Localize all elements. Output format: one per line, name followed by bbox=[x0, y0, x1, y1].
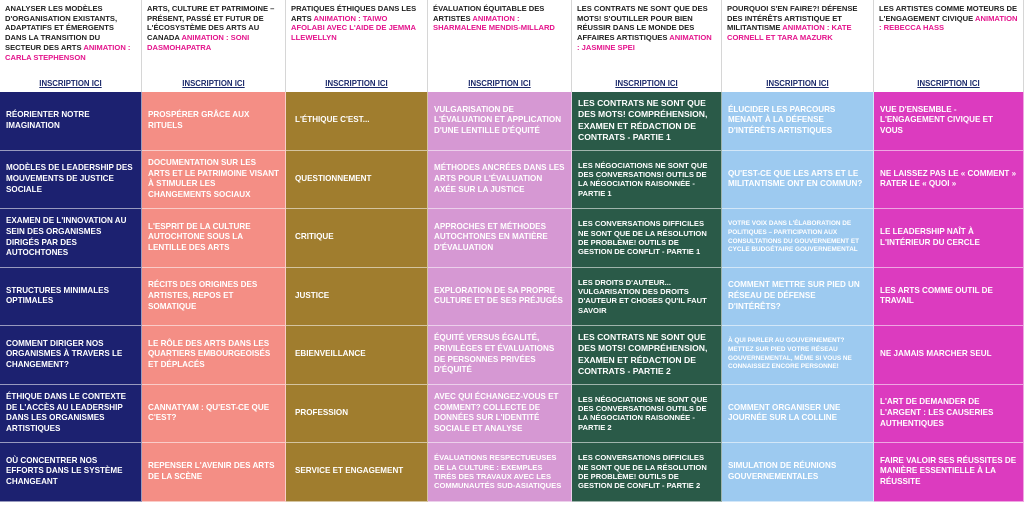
session-title: LES NÉGOCIATIONS NE SONT QUE DES CONVERSATIONS! OUTILS DE LA NÉGOCIATION RAISONNÉE - PARTIE 2 bbox=[578, 394, 708, 432]
session-cell[interactable] bbox=[874, 268, 1024, 327]
register-link-1[interactable]: INSCRIPTION ICI bbox=[0, 76, 142, 92]
session-title: LES NÉGOCIATIONS NE SONT QUE DES CONVERSATIONS! OUTILS DE LA NÉGOCIATION RAISONNÉE - PARTIE 1 bbox=[578, 160, 708, 198]
session-cell[interactable] bbox=[286, 326, 428, 385]
session-title: RÉORIENTER NOTRE IMAGINATION bbox=[6, 110, 90, 130]
session-cell[interactable] bbox=[874, 209, 1024, 268]
session-title: L'ÉTHIQUE C'EST... bbox=[295, 115, 370, 125]
session-title: COMMENT METTRE SUR PIED UN RÉSEAU DE DÉFENSE D'INTÉRÊTS? bbox=[728, 280, 860, 311]
session-cell[interactable] bbox=[722, 385, 874, 444]
column-title: ÉVALUATION ÉQUITABLE DES ARTISTES bbox=[433, 4, 545, 23]
session-cell[interactable] bbox=[428, 268, 572, 327]
session-title: VUE D'ENSEMBLE - L'ENGAGEMENT CIVIQUE ET VOUS bbox=[880, 104, 993, 136]
session-title: LES CONTRATS NE SONT QUE DES MOTS! COMPRÉHENSION, EXAMEN ET RÉDACTION DE CONTRATS - PARTIE 1 bbox=[578, 98, 708, 143]
session-title: VULGARISATION DE L'ÉVALUATION ET APPLICATION D'UNE LENTILLE D'ÉQUITÉ bbox=[434, 104, 562, 136]
column-title: ARTS, CULTURE ET PATRIMOINE – PRÉSENT, PASSÉ ET FUTUR DE L'ÉCOSYSTÈME DES ARTS AU CANADA bbox=[147, 4, 275, 43]
session-cell[interactable] bbox=[874, 385, 1024, 444]
session-title: NE LAISSEZ PAS LE « COMMENT » RATER LE « QUOI » bbox=[880, 168, 1017, 189]
session-cell[interactable] bbox=[0, 92, 142, 151]
session-title: SIMULATION DE RÉUNIONS GOUVERNEMENTALES bbox=[728, 461, 837, 481]
session-title: RÉCITS DES ORIGINES DES ARTISTES, REPOS ET SOMATIQUE bbox=[148, 280, 258, 311]
session-cell[interactable] bbox=[722, 268, 874, 327]
session-cell[interactable] bbox=[572, 385, 722, 444]
session-cell[interactable] bbox=[722, 151, 874, 210]
session-cell[interactable] bbox=[286, 443, 428, 502]
session-title: QU'EST-CE QUE LES ARTS ET LE MILITANTISME ONT EN COMMUN? bbox=[728, 168, 863, 189]
session-cell[interactable] bbox=[0, 209, 142, 268]
session-title: LE RÔLE DES ARTS DANS LES QUARTIERS EMBOURGEOISÉS ET DÉPLACÉS bbox=[148, 338, 271, 370]
session-cell[interactable] bbox=[0, 326, 142, 385]
session-cell[interactable] bbox=[722, 92, 874, 151]
session-title: QUESTIONNEMENT bbox=[295, 173, 372, 183]
session-title: L'ART DE DEMANDER DE L'ARGENT : LES CAUSERIES AUTHENTIQUES bbox=[880, 397, 994, 428]
session-title: PROFESSION bbox=[295, 407, 349, 417]
session-cell[interactable] bbox=[142, 385, 286, 444]
session-title: L'ESPRIT DE LA CULTURE AUTOCHTONE SOUS LA LENTILLE DES ARTS bbox=[148, 221, 251, 253]
session-cell[interactable] bbox=[0, 268, 142, 327]
session-title: EBIENVEILLANCE bbox=[295, 349, 366, 359]
column-animation: ANIMATION : JASMINE SPEI bbox=[577, 33, 712, 52]
session-title: LES ARTS COMME OUTIL DE TRAVAIL bbox=[880, 285, 993, 306]
session-cell[interactable] bbox=[286, 92, 428, 151]
session-title: EXPLORATION DE SA PROPRE CULTURE ET DE SES PRÉJUGÉS bbox=[434, 285, 563, 306]
session-cell[interactable] bbox=[572, 151, 722, 210]
session-title: STRUCTURES MINIMALES OPTIMALES bbox=[6, 285, 109, 306]
session-title: CANNATYAM : QU'EST-CE QUE C'EST? bbox=[148, 402, 270, 423]
session-cell[interactable] bbox=[874, 92, 1024, 151]
session-title: PROSPÉRER GRÂCE AUX RITUELS bbox=[148, 110, 250, 130]
session-cell[interactable] bbox=[286, 268, 428, 327]
session-cell[interactable] bbox=[874, 443, 1024, 502]
session-cell[interactable] bbox=[722, 443, 874, 502]
column-title: LES CONTRATS NE SONT QUE DES MOTS! S'OUTILLER POUR BIEN RÉUSSIR DANS LE MONDE DES AFFAIRES ARTISTIQUES bbox=[577, 4, 708, 43]
session-cell[interactable] bbox=[428, 151, 572, 210]
session-cell[interactable] bbox=[142, 209, 286, 268]
session-cell[interactable] bbox=[428, 92, 572, 151]
column-header-1 bbox=[0, 0, 142, 76]
session-cell[interactable] bbox=[572, 92, 722, 151]
session-title: À QUI PARLER AU GOUVERNEMENT? METTEZ SUR PIED VOTRE RÉSEAU GOUVERNEMENTAL, MÊME SI VOUS NE CONNAISSEZ ENCORE PERSONNE! bbox=[728, 337, 852, 371]
session-cell[interactable] bbox=[572, 326, 722, 385]
column-header-3 bbox=[286, 0, 428, 76]
session-cell[interactable] bbox=[142, 443, 286, 502]
session-title: COMMENT DIRIGER NOS ORGANISMES À TRAVERS LE CHANGEMENT? bbox=[6, 338, 123, 370]
session-title: NE JAMAIS MARCHER SEUL bbox=[880, 349, 992, 359]
session-title: FAIRE VALOIR SES RÉUSSITES DE MANIÈRE ESSENTIELLE À LA RÉUSSITE bbox=[880, 455, 1017, 487]
session-cell[interactable] bbox=[142, 151, 286, 210]
session-title: REPENSER L'AVENIR DES ARTS DE LA SCÈNE bbox=[148, 461, 275, 481]
session-cell[interactable] bbox=[0, 443, 142, 502]
session-cell[interactable] bbox=[142, 268, 286, 327]
session-cell[interactable] bbox=[428, 443, 572, 502]
session-cell[interactable] bbox=[142, 92, 286, 151]
session-title: LES DROITS D'AUTEUR... VULGARISATION DES DROITS D'AUTEUR ET CHOSES QU'IL FAUT SAVOIR bbox=[578, 277, 707, 315]
session-cell[interactable] bbox=[722, 326, 874, 385]
session-cell[interactable] bbox=[572, 209, 722, 268]
column-header-7 bbox=[874, 0, 1024, 76]
session-cell[interactable] bbox=[286, 385, 428, 444]
session-title: LES CONVERSATIONS DIFFICILES NE SONT QUE DE LA RÉSOLUTION DE PROBLÈME! OUTILS DE GESTION DE CONFLIT - PARTIE 1 bbox=[578, 219, 707, 256]
column-animation: ANIMATION : SONI DASMOHAPATRA bbox=[147, 33, 250, 52]
column-animation: ANIMATION : KATE CORNELL ET TARA MAZURK bbox=[727, 23, 852, 43]
session-cell[interactable] bbox=[142, 326, 286, 385]
session-title: MÉTHODES ANCRÉES DANS LES ARTS POUR L'ÉVALUATION AXÉE SUR LA JUSTICE bbox=[434, 163, 565, 194]
session-cell[interactable] bbox=[428, 385, 572, 444]
session-cell[interactable] bbox=[572, 443, 722, 502]
session-title: LES CONVERSATIONS DIFFICILES NE SONT QUE DE LA RÉSOLUTION DE PROBLÈME! OUTILS DE GESTION DE CONFLIT - PARTIE 2 bbox=[578, 453, 707, 490]
register-link-5[interactable]: INSCRIPTION ICI bbox=[572, 76, 722, 92]
column-animation: ANIMATION : TAIWO AFOLABI AVEC L'AIDE DE JEMMA LLEWELLYN bbox=[291, 13, 416, 43]
session-cell[interactable] bbox=[572, 268, 722, 327]
column-header-5 bbox=[572, 0, 722, 76]
session-title: ÉTHIQUE DANS LE CONTEXTE DE L'ACCÈS AU LEADERSHIP DANS LES ORGANISMES ARTISTIQUES bbox=[6, 391, 127, 433]
column-header-2 bbox=[142, 0, 286, 76]
session-title: APPROCHES ET MÉTHODES AUTOCHTONES EN MATIÈRE D'ÉVALUATION bbox=[434, 221, 548, 253]
session-cell[interactable] bbox=[286, 209, 428, 268]
register-link-2[interactable]: INSCRIPTION ICI bbox=[142, 76, 286, 92]
session-cell[interactable] bbox=[874, 151, 1024, 210]
session-title: LES CONTRATS NE SONT QUE DES MOTS! COMPRÉHENSION, EXAMEN ET RÉDACTION DE CONTRATS - PARTIE 2 bbox=[578, 332, 708, 377]
session-title: ÉQUITÉ VERSUS ÉGALITÉ, PRIVILÈGES ET ÉVALUATIONS DE PERSONNES PRIVÉES D'ÉQUITÉ bbox=[434, 333, 555, 375]
session-title: DOCUMENTATION SUR LES ARTS ET LE PATRIMOINE VISANT À STIMULER LES CHANGEMENTS SOCIAUX bbox=[148, 157, 280, 199]
session-title: ÉLUCIDER LES PARCOURS MENANT À LA DÉFENSE D'INTÉRÊTS ARTISTIQUES bbox=[728, 104, 836, 136]
register-link-7[interactable]: INSCRIPTION ICI bbox=[874, 76, 1024, 92]
session-cell[interactable] bbox=[0, 385, 142, 444]
session-title: COMMENT ORGANISER UNE JOURNÉE SUR LA COLLINE bbox=[728, 402, 841, 423]
column-animation: ANIMATION : SHARMALENE MENDIS-MILLARD bbox=[433, 13, 555, 33]
session-title: SERVICE ET ENGAGEMENT bbox=[295, 466, 404, 476]
register-link-6[interactable]: INSCRIPTION ICI bbox=[722, 76, 874, 92]
column-title: ANALYSER LES MODÈLES D'ORGANISATION EXISTANTS, ADAPTATIFS ET ÉMERGENTS DANS LA TRANSITION DU SECTEUR DES ARTS bbox=[5, 4, 118, 52]
session-title: CRITIQUE bbox=[295, 232, 334, 242]
column-title: PRATIQUES ÉTHIQUES DANS LES ARTS bbox=[291, 4, 417, 23]
register-link-3[interactable]: INSCRIPTION ICI bbox=[286, 76, 428, 92]
column-animation: ANIMATION : REBECCA HASS bbox=[879, 13, 1018, 33]
session-cell[interactable] bbox=[0, 151, 142, 210]
column-header-4 bbox=[428, 0, 572, 76]
session-cell[interactable] bbox=[286, 151, 428, 210]
column-animation: ANIMATION : CARLA STEPHENSON bbox=[5, 42, 131, 62]
session-title: MODÈLES DE LEADERSHIP DES MOUVEMENTS DE JUSTICE SOCIALE bbox=[6, 163, 133, 194]
session-cell[interactable] bbox=[428, 209, 572, 268]
session-title: EXAMEN DE L'INNOVATION AU SEIN DES ORGANISMES DIRIGÉS PAR DES AUTOCHTONES bbox=[6, 216, 127, 258]
column-title: POURQUOI S'EN FAIRE?! DÉFENSE DES INTÉRÊTS ARTISTIQUE ET MILITANTISME bbox=[727, 4, 858, 33]
session-cell[interactable] bbox=[428, 326, 572, 385]
session-title: OÙ CONCENTRER NOS EFFORTS DANS LE SYSTÈME CHANGEANT bbox=[6, 455, 123, 487]
session-title: LE LEADERSHIP NAÎT À L'INTÉRIEUR DU CERCLE bbox=[880, 227, 980, 247]
session-title: VOTRE VOIX DANS L'ÉLABORATION DE POLITIQUES – PARTICIPATION AUX CONSULTATIONS DU GOUVERNEMENT ET CYCLE BUDGÉTAIRE GOUVERNEMENTAL bbox=[728, 220, 860, 254]
session-title: JUSTICE bbox=[295, 290, 330, 300]
column-header-6 bbox=[722, 0, 874, 76]
session-cell[interactable] bbox=[722, 209, 874, 268]
register-link-4[interactable]: INSCRIPTION ICI bbox=[428, 76, 572, 92]
session-cell[interactable] bbox=[874, 326, 1024, 385]
column-title: LES ARTISTES COMME MOTEURS DE L'ENGAGEMENT CIVIQUE bbox=[879, 4, 1018, 23]
session-title: ÉVALUATIONS RESPECTUEUSES DE LA CULTURE : EXEMPLES TIRÉS DES TRAVAUX AVEC LES COMMUNAUTÉS SUD-ASIATIQUES bbox=[434, 453, 562, 490]
session-title: AVEC QUI ÉCHANGEZ-VOUS ET COMMENT? COLLECTE DE DONNÉES SUR L'IDENTITÉ SOCIALE ET ANALYSE bbox=[434, 391, 559, 433]
